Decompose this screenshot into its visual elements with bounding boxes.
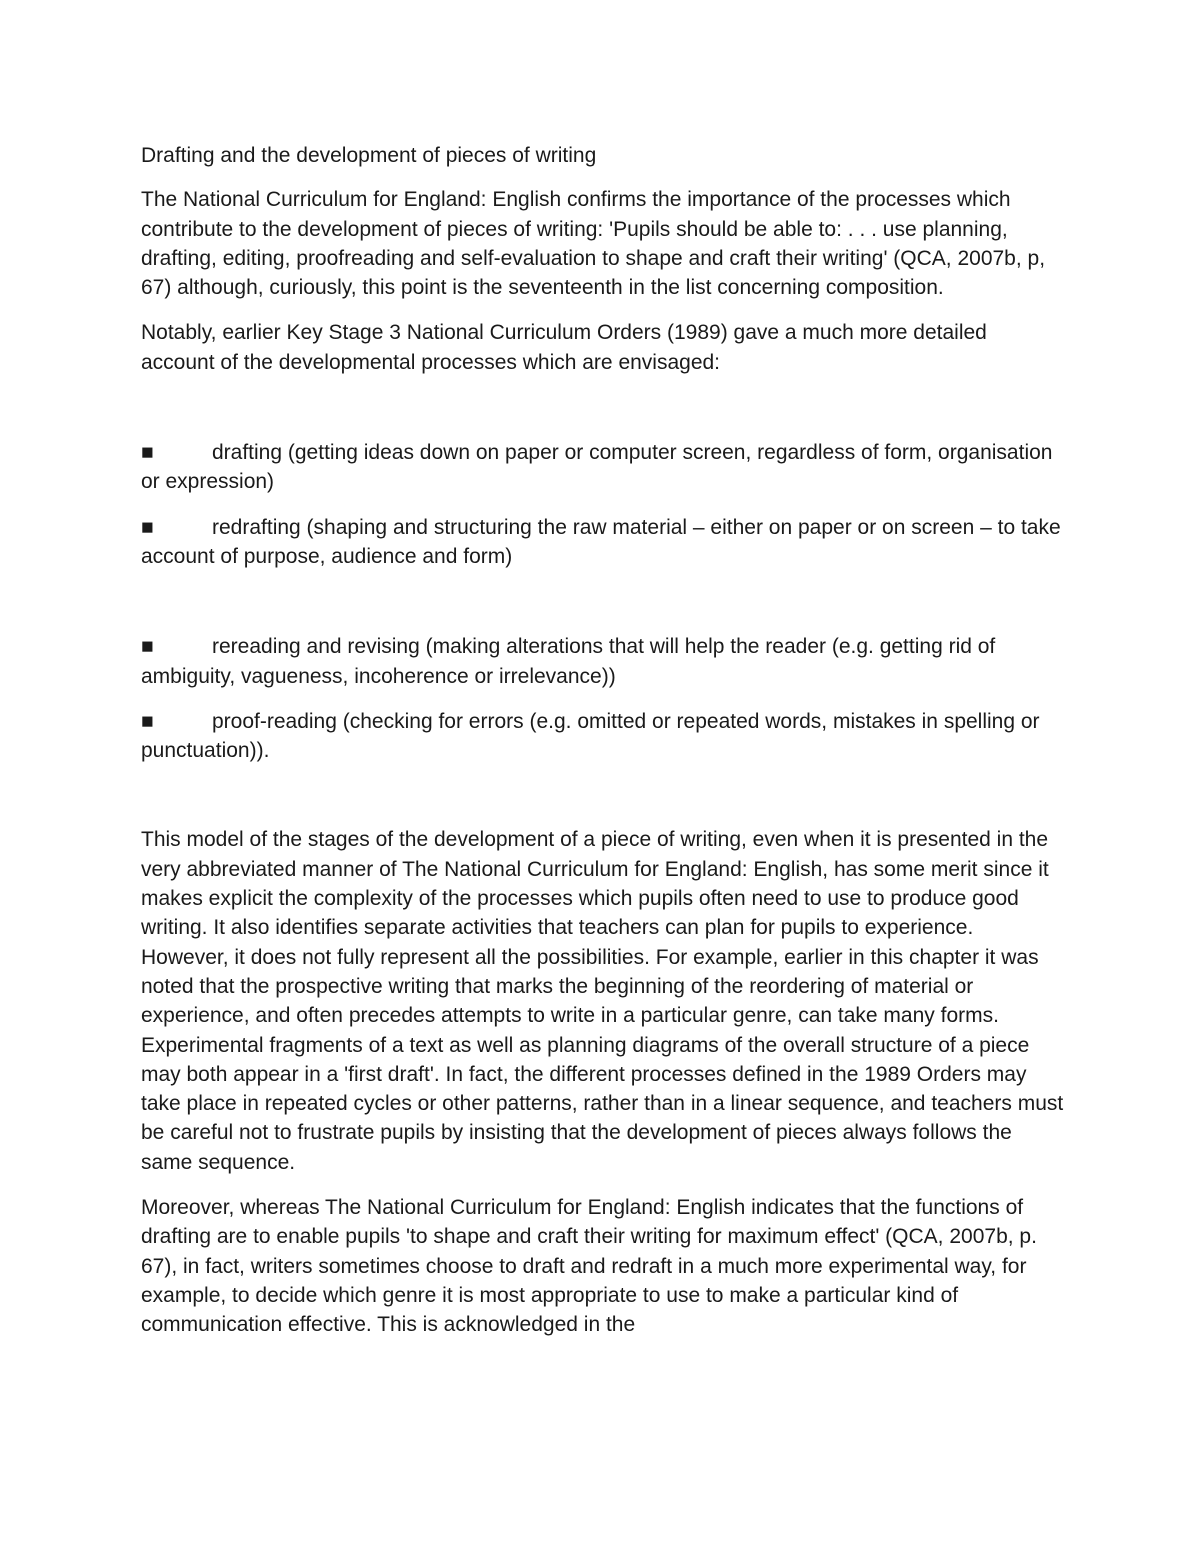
bullet-square-icon: ■: [141, 635, 154, 659]
paragraph-1: The National Curriculum for England: English confirms the importance of the processes which contribute to the development of pieces of writing: 'Pupils should be able to: . . . use planning, drafting, editing, proofreading and self-evaluation to shape and craft their writing' (QCA, 2007b, p, 67) although, curiously, this point is the seventeenth in the list concerning composition.: [141, 188, 1046, 300]
spacer: [141, 781, 1066, 825]
bullet-item-rereading: [141, 632, 1066, 691]
paragraph-4: Moreover, whereas The National Curriculum for England: English indicates that the functions of drafting are to enable pupils 'to shape and craft their writing for maximum effect' (QCA, 2007b, p. 67), in fact, writers sometimes choose to draft and redraft in a much more experimental way, for example, to decide which genre it is most appropriate to use to make a particular kind of communication effective. This is acknowledged in the: [141, 1196, 1037, 1337]
document-title: Drafting and the development of pieces of writing: [141, 144, 597, 167]
bullet-text: rereading and revising (making alterations that will help the reader (e.g. getting rid of ambiguity, vagueness, incoherence or irrelevance)): [141, 635, 996, 688]
spacer: [141, 587, 1066, 632]
bullet-square-icon: ■: [141, 709, 154, 733]
bullet-square-icon: ■: [141, 515, 154, 539]
bullet-text: proof-reading (checking for errors (e.g. omitted or repeated words, mistakes in spelling or punctuation)).: [141, 709, 1040, 763]
bullet-text: redrafting (shaping and structuring the raw material – either on paper or on screen – to take account of purpose, audience and form): [141, 515, 1061, 568]
bullet-item-drafting: [141, 438, 1066, 497]
paragraph-2: Notably, earlier Key Stage 3 National Curriculum Orders (1989) gave a much more detailed account of the developmental processes which are envisaged:: [141, 321, 987, 374]
bullet-item-redrafting: [141, 513, 1066, 572]
document-body: [141, 141, 1066, 1356]
paragraph-3: This model of the stages of the development of a piece of writing, even when it is presented in the very abbreviated manner of The National Curriculum for England: English, has some merit since it makes explicit the complexity of the processes which pupils often need to use to produce good writing. It also identifies separate activities that teachers can plan for pupils to experience. However, it does not fully represent all the possibilities. For example, earlier in this chapter it was noted that the prospective writing that marks the beginning of the reordering of material or experience, and often precedes attempts to write in a particular genre, can take many forms. Experimental fragments of a text as well as planning diagrams of the overall structure of a piece may both appear in a 'first draft'. In fact, the different processes defined in the 1989 Orders may take place in repeated cycles or other patterns, rather than in a linear sequence, and teachers must be careful not to frustrate pupils by insisting that the development of pieces always follows the same sequence.: [141, 828, 1064, 1174]
spacer: [141, 393, 1066, 438]
bullet-item-proofreading: [141, 707, 1066, 766]
bullet-text: drafting (getting ideas down on paper or computer screen, regardless of form, organisation or expression): [141, 441, 1053, 494]
bullet-square-icon: ■: [141, 441, 154, 465]
